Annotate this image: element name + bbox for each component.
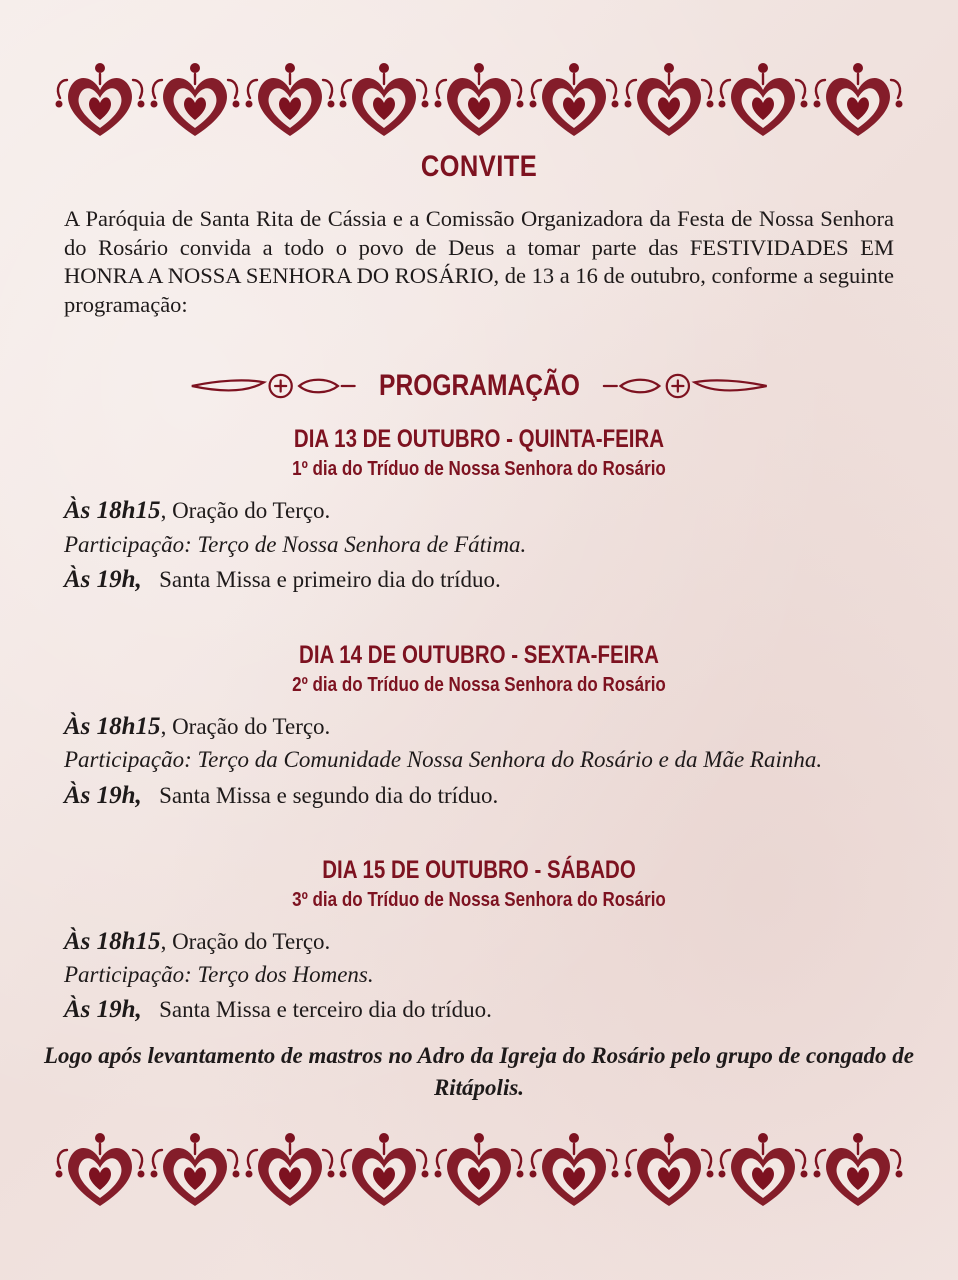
time-label: Às 18h15 [64,928,161,955]
event-text: Santa Missa e segundo dia do tríduo. [159,783,499,808]
event-text: , Oração do Terço. [160,714,331,739]
day-3-mass-line [64,996,492,1024]
floral-ornament-icon [813,58,903,143]
day-2-header [0,640,958,700]
event-text: , Oração do Terço. [160,498,331,523]
floral-ornament-icon [150,1128,240,1213]
time-label: Às 18h15 [64,713,161,740]
bottom-floral-border [55,1128,903,1213]
day-title: DIA 14 DE OUTUBRO - SEXTA-FEIRA [299,641,659,669]
time-label: Às 19h, [64,782,142,809]
event-text: Santa Missa e primeiro dia do tríduo. [159,567,501,592]
time-label: Às 18h15 [64,497,161,524]
scroll-divider-right-icon [602,366,769,406]
floral-ornament-icon [813,1128,903,1213]
day-1-mass-line [64,566,501,594]
floral-ornament-icon [718,58,808,143]
floral-ornament-icon [434,58,524,143]
day-2-mass-line [64,782,498,810]
day-2-participation [64,747,822,773]
page-title: CONVITE [420,150,538,183]
floral-ornament-icon [339,58,429,143]
day-subtitle: 2º dia do Tríduo de Nossa Senhora do Rosário [292,674,666,696]
top-floral-border [55,58,903,143]
day-2-prayer-line [64,713,330,741]
day-3-participation [64,962,374,988]
floral-ornament-icon [245,1128,335,1213]
event-text: , Oração do Terço. [160,929,331,954]
day-title: DIA 13 DE OUTUBRO - QUINTA-FEIRA [293,425,665,453]
closing-note: Logo após levantamento de mastros no Adro da Igreja do Rosário pelo grupo de congado de Ritápolis. [44,1043,914,1100]
day-1-participation [64,532,526,558]
floral-ornament-icon [529,58,619,143]
day-title: DIA 15 DE OUTUBRO - SÁBADO [322,856,636,884]
floral-ornament-icon [55,58,145,143]
day-3-header [0,855,958,915]
floral-ornament-icon [529,1128,619,1213]
participation-text: Participação: Terço da Comunidade Nossa Senhora do Rosário e da Mãe Rainha. [64,747,823,772]
scroll-divider-left-icon [190,366,357,406]
day-subtitle: 1º dia do Tríduo de Nossa Senhora do Rosário [292,458,666,480]
day-subtitle: 3º dia do Tríduo de Nossa Senhora do Rosário [292,889,666,911]
programacao-header [190,364,768,408]
time-label: Às 19h, [64,566,142,593]
floral-ornament-icon [434,1128,524,1213]
floral-ornament-icon [624,1128,714,1213]
programacao-title: PROGRAMAÇÃO [378,369,580,402]
intro-paragraph: A Paróquia de Santa Rita de Cássia e a Comissão Organizadora da Festa de Nossa Senhora do Rosário convida a todo o povo de Deus a tomar parte das FESTIVIDADES EM HONRA A NOSSA SENHORA DO ROSÁRIO, de 13 a 16 de outubro, conforme a seguinte programação: [64,206,894,317]
participation-text: Participação: Terço dos Homens. [64,962,374,987]
floral-ornament-icon [624,58,714,143]
floral-ornament-icon [150,58,240,143]
participation-text: Participação: Terço de Nossa Senhora de Fátima. [64,532,527,557]
floral-ornament-icon [245,58,335,143]
day-3-prayer-line [64,928,330,956]
time-label: Às 19h, [64,996,142,1023]
floral-ornament-icon [718,1128,808,1213]
floral-ornament-icon [55,1128,145,1213]
day-1-header [0,424,958,484]
day-1-prayer-line [64,497,330,525]
event-text: Santa Missa e terceiro dia do tríduo. [159,997,492,1022]
floral-ornament-icon [339,1128,429,1213]
